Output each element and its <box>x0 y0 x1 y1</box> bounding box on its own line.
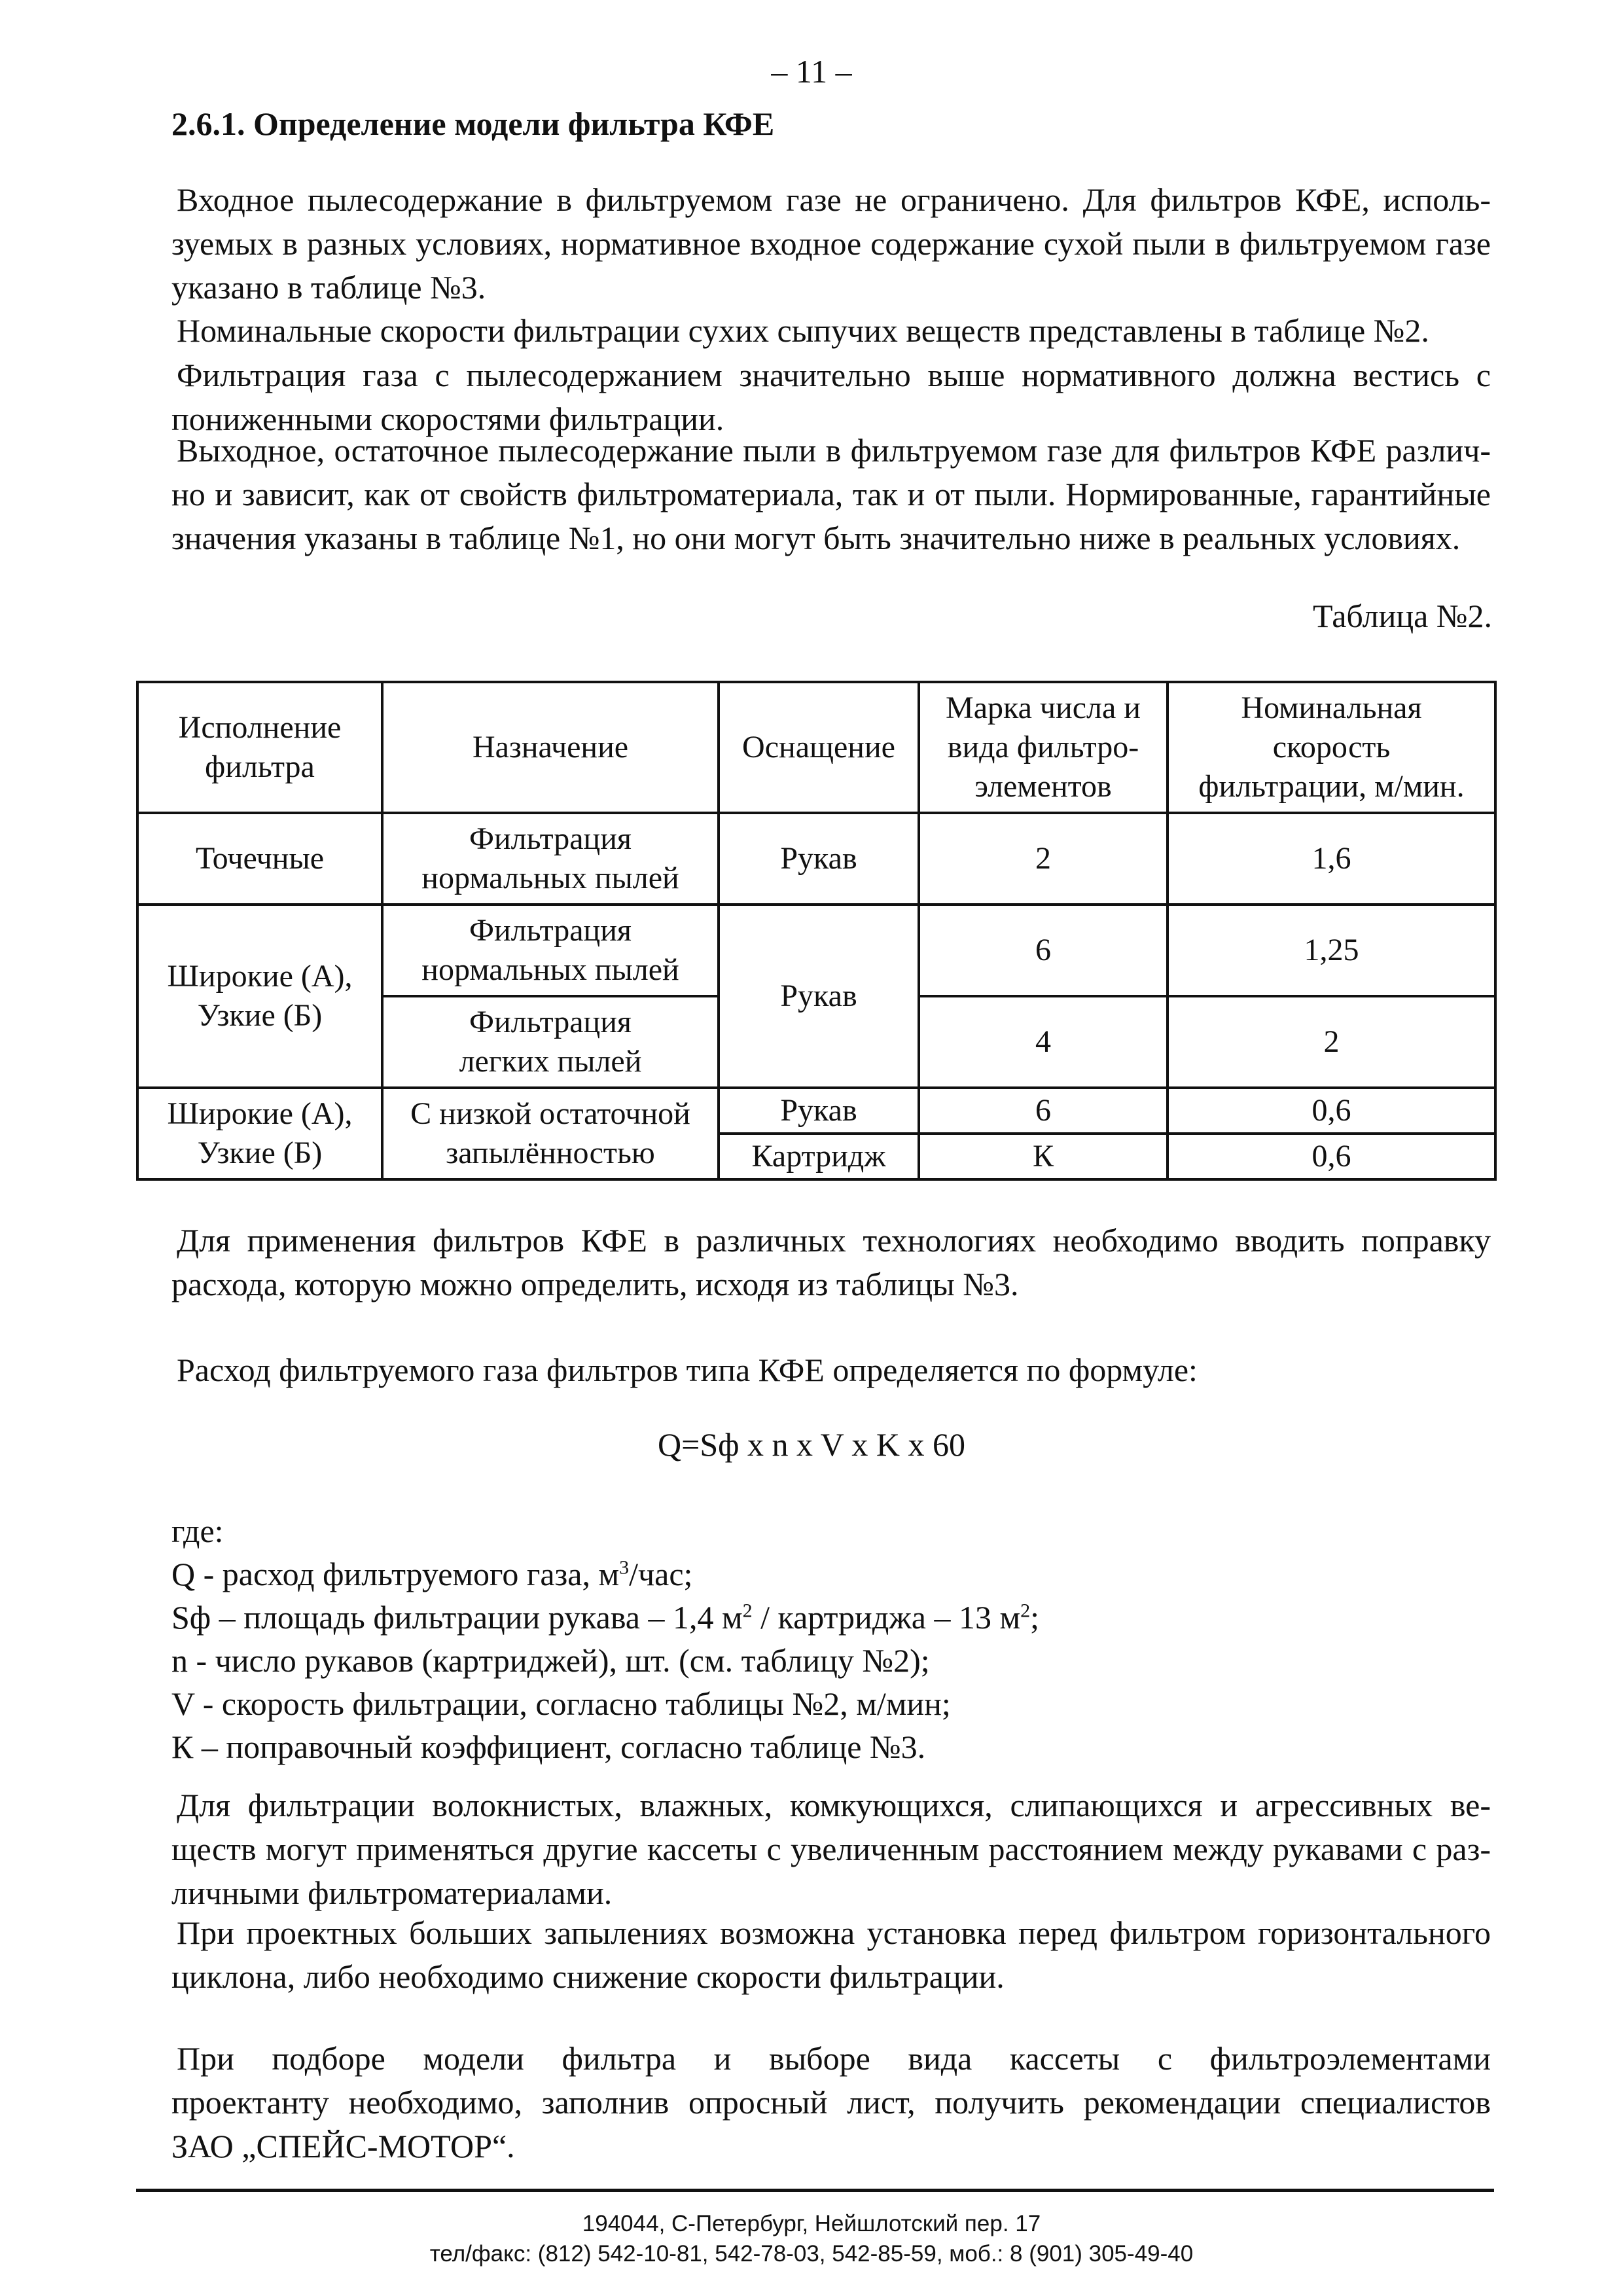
cell-speed: 0,6 <box>1168 1134 1495 1179</box>
filter-speed-table <box>136 681 1497 1181</box>
table-row <box>137 905 1495 996</box>
text-line: значения указаны в таблице №1, но они могут быть значительно ниже в реальных условиях. <box>171 520 1461 556</box>
legend-k: К – поправочный коэффициент, согласно таблице №3. <box>171 1729 926 1765</box>
text-line: проектанту необходимо, заполнив опросный лист, получить рекомендации специалистов <box>171 2084 1491 2121</box>
header-equipment: Оснащение <box>719 682 919 813</box>
text-line: Входное пылесодержание в фильтруемом газе не ограничено. Для фильтров КФЕ, исполь- <box>177 181 1491 218</box>
header-purpose: Назначение <box>382 682 719 813</box>
header-execution: Исполнение фильтра <box>137 682 382 813</box>
cell-execution: Точечные <box>137 813 382 905</box>
cell-execution: Широкие (А), Узкие (Б) <box>137 905 382 1088</box>
paragraph-input-dust <box>171 178 1491 310</box>
text-line: но и зависит, как от свойств фильтроматериала, так и от пыли. Нормированные, гарантийные <box>171 476 1491 512</box>
text-line: Для фильтрации волокнистых, влажных, комкующихся, слипающихся и агрессивных ве- <box>177 1787 1491 1823</box>
text-line: Выходное, остаточное пылесодержание пыли в фильтруемом газе для фильтров КФЕ различ- <box>177 432 1491 469</box>
legend-v: V - скорость фильтрации, согласно таблицы №2, м/мин; <box>171 1685 951 1722</box>
legend-q: Q - расход фильтруемого газа, $м^3$/час; <box>171 1556 693 1592</box>
paragraph-formula-intro <box>171 1348 1491 1392</box>
table-header-row <box>137 682 1495 813</box>
text-line: При подборе модели фильтра и выборе вида кассеты с фильтроэлементами <box>177 2040 1491 2077</box>
paragraph-high-dust <box>171 353 1491 441</box>
cell-purpose: Фильтрация легких пылей <box>382 996 719 1088</box>
text-line: Расход фильтруемого газа фильтров типа КФЕ определяется по формуле: <box>177 1352 1198 1388</box>
legend-s: Sф – площадь фильтрации рукава – 1,4 $м^2$ / картриджа – 13 $м^2$; <box>171 1599 1040 1636</box>
paragraph-nominal-speeds <box>171 309 1491 353</box>
text-line: расхода, которую можно определить, исходя из таблицы №3. <box>171 1266 1019 1302</box>
table-row <box>137 813 1495 905</box>
text-line: личными фильтроматериалами. <box>171 1874 613 1911</box>
footer-address: 194044, С-Петербург, Нейшлотский пер. 17 <box>582 2211 1041 2236</box>
text-line: циклона, либо необходимо снижение скорости фильтрации. <box>171 1958 1005 1995</box>
footer-divider <box>136 2189 1494 2192</box>
paragraph-selection <box>171 2037 1491 2168</box>
cell-mark: 4 <box>919 996 1168 1088</box>
header-mark: Марка числа и вида фильтро- элементов <box>919 682 1168 813</box>
text-line: зуемых в разных условиях, нормативное входное содержание сухой пыли в фильтруемом газе <box>171 225 1491 262</box>
text-line: Номинальные скорости фильтрации сухих сыпучих веществ представлены в таблице №2. <box>177 312 1429 349</box>
cell-execution: Широкие (А), Узкие (Б) <box>137 1088 382 1179</box>
header-speed: Номинальная скорость фильтрации, м/мин. <box>1168 682 1495 813</box>
page-number: – 11 – <box>771 53 852 90</box>
table-row <box>137 1088 1495 1134</box>
text-line: указано в таблице №3. <box>171 269 486 306</box>
formula-legend <box>171 1509 1039 1768</box>
cell-mark: К <box>919 1134 1168 1179</box>
text-line: ЗАО „СПЕЙС-МОТОР“. <box>171 2128 515 2164</box>
paragraph-output-dust <box>171 429 1491 560</box>
cell-purpose: Фильтрация нормальных пылей <box>382 905 719 996</box>
cell-mark: 6 <box>919 1088 1168 1134</box>
formula: Q=Sф x n x V x K x 60 <box>658 1426 965 1463</box>
table-caption: Таблица №2. <box>1312 598 1492 634</box>
legend-n: n - число рукавов (картриджей), шт. (см. таблицу №2); <box>171 1642 930 1679</box>
cell-equipment: Рукав <box>719 905 919 1088</box>
cell-mark: 2 <box>919 813 1168 905</box>
section-heading: 2.6.1. Определение модели фильтра КФЕ <box>171 105 775 142</box>
paragraph-other-cassettes <box>171 1784 1491 1915</box>
text-line: Для применения фильтров КФЕ в различных технологиях необходимо вводить поправку <box>177 1222 1491 1259</box>
text-line: Фильтрация газа с пылесодержанием значительно выше нормативного должна вестись с <box>177 357 1491 393</box>
cell-speed: 1,25 <box>1168 905 1495 996</box>
cell-mark: 6 <box>919 905 1168 996</box>
cell-equipment: Картридж <box>719 1134 919 1179</box>
cell-speed: 1,6 <box>1168 813 1495 905</box>
cell-purpose: Фильтрация нормальных пылей <box>382 813 719 905</box>
cell-speed: 2 <box>1168 996 1495 1088</box>
paragraph-cyclone <box>171 1911 1491 1999</box>
text-line: пониженными скоростями фильтрации. <box>171 401 724 437</box>
cell-purpose: С низкой остаточной запылённостью <box>382 1088 719 1179</box>
where-label: где: <box>171 1513 224 1549</box>
cell-equipment: Рукав <box>719 1088 919 1134</box>
text-line: При проектных больших запылениях возможна установка перед фильтром горизонтального <box>177 1914 1491 1951</box>
paragraph-correction <box>171 1219 1491 1306</box>
text-line: ществ могут применяться другие кассеты с увеличенным расстоянием между рукавами с раз- <box>171 1831 1491 1867</box>
footer-phones: тел/факс: (812) 542-10-81, 542-78-03, 542-85-59, моб.: 8 (901) 305-49-40 <box>429 2241 1194 2267</box>
cell-speed: 0,6 <box>1168 1088 1495 1134</box>
cell-equipment: Рукав <box>719 813 919 905</box>
